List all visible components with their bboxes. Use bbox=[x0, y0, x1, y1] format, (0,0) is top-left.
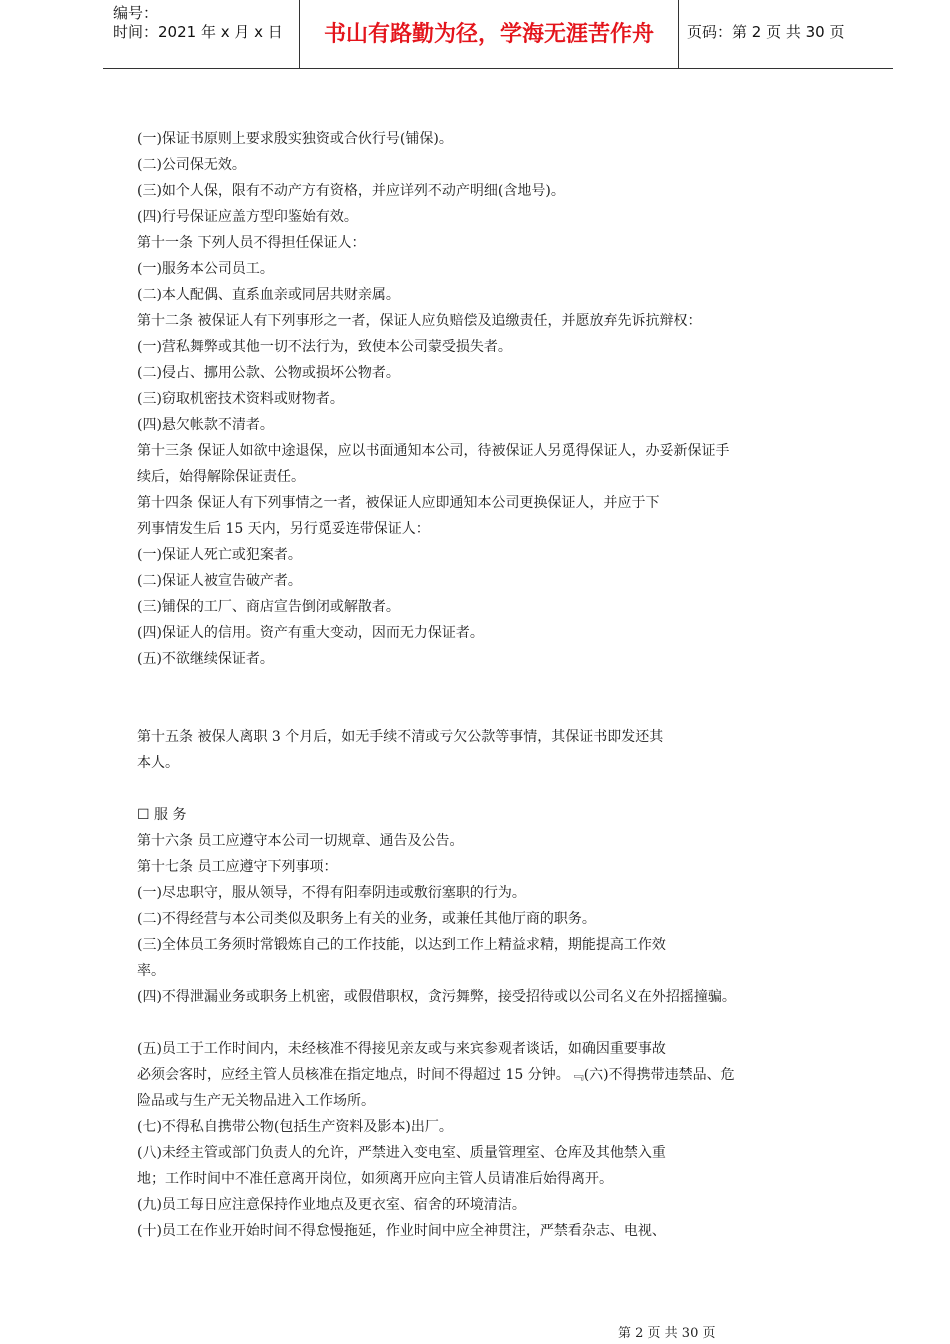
article-13-heading: 第十三条 保证人如欲中途退保，应以书面通知本公司，待被保证人另觅得保证人，办妥新保证手 bbox=[137, 443, 730, 459]
date-label: 时间：2021 年 x 月 x 日 bbox=[113, 23, 283, 41]
text-line: (二)侵占、挪用公款、公物或损坏公物者。 bbox=[137, 365, 400, 381]
paragraph-gap bbox=[137, 672, 872, 724]
text-line: (一)营私舞弊或其他一切不法行为，致使本公司蒙受损失者。 bbox=[137, 339, 512, 355]
text-line: 本人。 bbox=[137, 755, 179, 771]
text-line: 地；工作时间中不准任意离开岗位，如须离开应向主管人员请准后始得离开。 bbox=[137, 1171, 613, 1187]
text-line: (三)铺保的工厂、商店宣告倒闭或解散者。 bbox=[137, 599, 400, 615]
paragraph-gap bbox=[137, 1010, 872, 1036]
text-line: (五)不欲继续保证者。 bbox=[137, 651, 274, 667]
text-line: (一)尽忠职守，服从领导，不得有阳奉阴违或敷衍塞职的行为。 bbox=[137, 885, 526, 901]
text-line: 列事情发生后 15 天内，另行觅妥连带保证人： bbox=[137, 521, 430, 537]
text-line: (一)保证书原则上要求殷实独资或合伙行号(铺保)。 bbox=[137, 131, 453, 147]
text-line: (三)全体员工务须时常锻炼自己的工作技能，以达到工作上精益求精，期能提高工作效 bbox=[137, 937, 666, 953]
text-line: (三)窃取机密技术资料或财物者。 bbox=[137, 391, 344, 407]
paragraph-gap bbox=[137, 776, 872, 802]
text-line: (二)公司保无效。 bbox=[137, 157, 246, 173]
text-line: 率。 bbox=[137, 963, 165, 979]
document-body bbox=[137, 126, 872, 1244]
text-line: (一)服务本公司员工。 bbox=[137, 261, 274, 277]
text-line: (四)保证人的信用。资产有重大变动，因而无力保证者。 bbox=[137, 625, 484, 641]
header-left-cell bbox=[103, 0, 300, 68]
article-12-heading: 第十二条 被保证人有下列事形之一者，保证人应负赔偿及追缴责任，并愿放弃先诉抗辩权： bbox=[137, 313, 702, 329]
text-line: (二)保证人被宣告破产者。 bbox=[137, 573, 302, 589]
header-page-label: 页码：第 2 页 共 30 页 bbox=[687, 23, 845, 41]
text-line: (二)不得经营与本公司类似及职务上有关的业务，或兼任其他厅商的职务。 bbox=[137, 911, 596, 927]
article-11-heading: 第十一条 下列人员不得担任保证人： bbox=[137, 235, 366, 251]
text-line: (三)如个人保，限有不动产方有资格，并应详列不动产明细(含地号)。 bbox=[137, 183, 565, 199]
header-motto: 书山有路勤为径，学海无涯苦作舟 bbox=[300, 0, 679, 68]
text-line: (四)行号保证应盖方型印鉴始有效。 bbox=[137, 209, 358, 225]
text-line: 险品或与生产无关物品进入工作场所。 bbox=[137, 1093, 375, 1109]
text-line: (七)不得私自携带公物(包括生产资料及影本)出厂。 bbox=[137, 1119, 453, 1135]
number-label: 编号： bbox=[113, 4, 159, 22]
article-14-heading: 第十四条 保证人有下列事情之一者，被保证人应即通知本公司更换保证人，并应于下 bbox=[137, 495, 660, 511]
text-line: 续后，始得解除保证责任。 bbox=[137, 469, 305, 485]
text-line: (一)保证人死亡或犯案者。 bbox=[137, 547, 302, 563]
page-footer: 第 2 页 共 30 页 bbox=[618, 1326, 716, 1341]
text-line: (五)员工于工作时间内，未经核准不得接见亲友或与来宾参观者谈话，如确因重要事故 bbox=[137, 1041, 666, 1057]
text-line: 必须会客时，应经主管人员核准在指定地点，时间不得超过 15 分钟。﹃(六)不得携带违禁品、危 bbox=[137, 1067, 735, 1083]
text-line: (八)未经主管或部门负责人的允许，严禁进入变电室、质量管理室、仓库及其他禁入重 bbox=[137, 1145, 666, 1161]
article-16-heading: 第十六条 员工应遵守本公司一切规章、通告及公告。 bbox=[137, 833, 464, 849]
text-line: (九)员工每日应注意保持作业地点及更衣室、宿舍的环境清洁。 bbox=[137, 1197, 526, 1213]
text-line: (四)悬欠帐款不清者。 bbox=[137, 417, 274, 433]
page-header bbox=[103, 0, 893, 69]
section-heading-service: ☐ 服 务 bbox=[137, 807, 187, 823]
text-line: (四)不得泄漏业务或职务上机密，或假借职权，贪污舞弊，接受招待或以公司名义在外招摇撞骗。 bbox=[137, 989, 736, 1005]
text-line: (二)本人配偶、直系血亲或同居共财亲属。 bbox=[137, 287, 400, 303]
article-17-heading: 第十七条 员工应遵守下列事项： bbox=[137, 859, 338, 875]
article-15-heading: 第十五条 被保人离职 3 个月后，如无手续不清或亏欠公款等事情，其保证书即发还其 bbox=[137, 729, 664, 745]
text-line: (十)员工在作业开始时间不得怠慢拖延，作业时间中应全神贯注，严禁看杂志、电视、 bbox=[137, 1223, 666, 1239]
